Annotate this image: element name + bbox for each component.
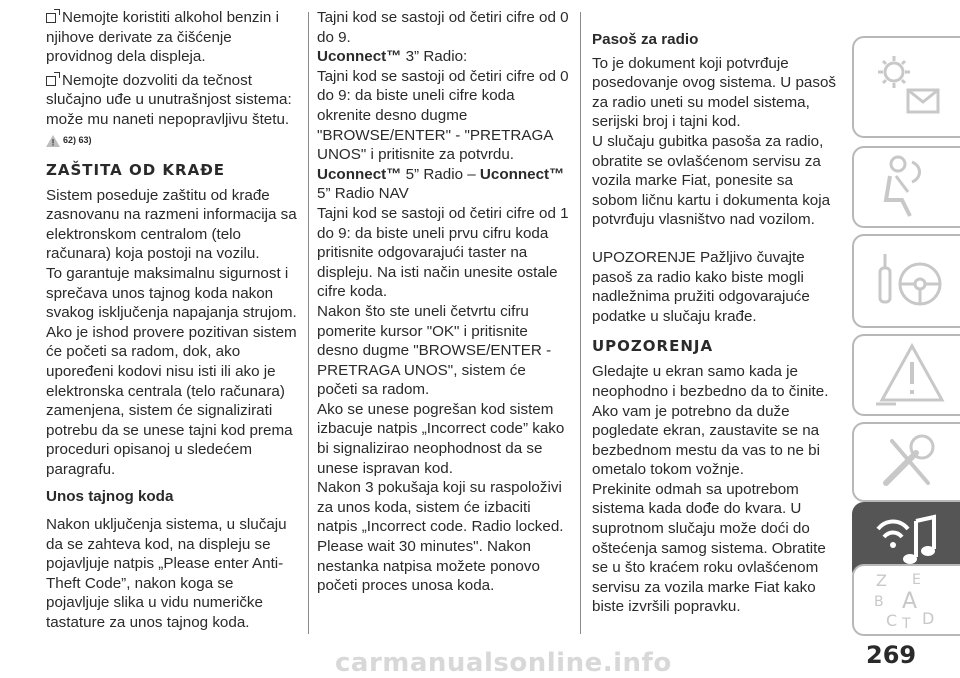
svg-text:C: C <box>886 611 898 630</box>
subheading: Unos tajnog koda <box>46 488 174 506</box>
tab-index[interactable] <box>852 564 960 636</box>
column-3 <box>592 30 842 617</box>
tab-starting[interactable] <box>852 234 960 328</box>
svg-text:T: T <box>902 616 911 632</box>
paragraph: To garantuje maksimalnu sigurnost i sprečava unos tajnog koda nakon svakog isključenja napajanja strujom. Ako je ishod provere pozitivan sistem će početi sa radom, dok, ako upoređeni kodovi nisu isti ili ako je elektronska centrala (telo računara) zamenjena, sistem će signalizirati potrebu da se unese tajni kod prema proceduri opisanoj u sledećem paragrafu. <box>46 264 297 478</box>
bullet-square-icon <box>46 76 56 86</box>
paragraph: UPOZORENJE Pažljivo čuvajte pasoš za radio kako biste mogli nadležnima pružiti odgovarajuće podatke u slučaju krađe. <box>592 248 810 325</box>
page-number: 269 <box>866 641 917 669</box>
warning-reference: 62) 63) <box>46 132 298 150</box>
paragraph: Nakon što ste uneli četvrtu cifru pomerite kursor "OK" i pritisnite desno dugme "BROWSE/ENTER - PRETRAGA UNOS", sistem će početi sa radom. <box>317 302 552 399</box>
model-line: 5” Radio NAV <box>317 185 409 203</box>
column-1 <box>46 8 298 633</box>
paragraph: Tajni kod se sastoji od četiri cifre od 0 do 9: da biste uneli cifre koda okrenite desno dugme "BROWSE/ENTER" - "PRETRAGA UNOS" i pritisnite za potvrdu. <box>317 67 569 164</box>
bullet-item: Nemojte koristiti alkohol benzin i njihove derivate za čišćenje providnog dela displeja. <box>46 9 279 66</box>
paragraph: To je dokument koji potvrđuje posedovanje ovog sistema. U pasoš za radio uneti su model sistema, serijski broj i tajni kod. <box>592 54 836 131</box>
tab-emergency[interactable] <box>852 334 960 416</box>
chapter-tabs <box>852 36 960 636</box>
dashboard-lights-icon <box>872 50 946 124</box>
paragraph: Gledajte u ekran samo kada je neophodno i bezbedno da to činite. Ako vam je potrebno da duže pogledate ekran, zaustavite se na bezbednom mestu da vas to ne bi ometalo tokom vožnje. <box>592 363 829 479</box>
section-title: UPOZORENJA <box>592 337 714 356</box>
column-divider <box>580 12 581 634</box>
column-divider <box>308 12 309 634</box>
paragraph: Nakon 3 pokušaja koji su raspoloživi za unos koda, sistem će izbaciti natpis „Incorrect code. Radio locked. Please wait 30 minutes". Nakon nestanka natpisa možete ponovo početi proces unosa koda. <box>317 479 564 595</box>
paragraph: Nakon uključenja sistema, u slučaju da se zahteva kod, na displeju se pojavljuje natpis „Please enter Anti-Theft Code”, nakon koga se pojavljuje slika u vidu numeričke tastature za unos tajnog koda. <box>46 516 287 632</box>
paragraph: U slučaju gubitka pasoša za radio, obratite se ovlašćenom servisu za vozila marke Fiat, ponesite sa sobom ličnu kartu i dokumenta koja potvrđuju vlasništvo nad vozilom. <box>592 132 831 229</box>
tab-dashboard[interactable] <box>852 36 960 138</box>
tab-safety[interactable] <box>852 146 960 228</box>
model-line: Uconnect™ 3” Radio: <box>317 48 468 66</box>
bullet-item: Nemojte dozvoliti da tečnost slučajno uđe u unutrašnjost sistema: može mu naneti nepopravljivu štetu. <box>46 71 292 128</box>
bullet-square-icon <box>46 13 56 23</box>
subheading: Pasoš za radio <box>592 31 699 48</box>
svg-text:B: B <box>874 594 884 610</box>
watermark: carmanualsonline.info <box>335 648 672 678</box>
model-line: Uconnect™ 5” Radio – Uconnect™ <box>317 165 565 183</box>
paragraph: Ako se unese pogrešan kod sistem izbacuje natpis „Incorrect code” kako bi signalizirao neophodnost da se unese ispravan kod. <box>317 400 565 477</box>
warning-road-icon <box>872 340 946 410</box>
paragraph: Sistem poseduje zaštitu od krađe zasnovanu na razmeni informacija sa elektronskom centralom (telo računara) koja postoji na vozilu. <box>46 186 297 263</box>
tab-maintenance[interactable] <box>852 422 960 502</box>
svg-text:D: D <box>922 609 935 628</box>
column-2 <box>317 8 570 596</box>
tools-icon <box>872 427 946 497</box>
paragraph: Tajni kod se sastoji od četiri cifre od 1 do 9: da biste uneli prvu cifru koda pritisnite odgovarajući taster na displeju. Na isti način unesite ostale cifre koda. <box>317 204 569 301</box>
key-steering-icon <box>872 246 946 316</box>
section-title: ZAŠTITA OD KRAĐE <box>46 160 226 179</box>
warning-triangle-icon <box>46 135 60 147</box>
seat-airbag-icon <box>872 152 946 222</box>
svg-text:Z: Z <box>876 571 887 590</box>
index-letters-icon <box>872 568 946 632</box>
svg-text:E: E <box>912 572 921 588</box>
paragraph: Prekinite odmah sa upotrebom sistema kada dođe do kvara. U suprotnom slučaju može doći do oštećenja samog sistema. Obratite se u što kraćem roku ovlašćenom servisu za vozila marke Fiat kako biste izvršili popravku. <box>592 480 826 616</box>
svg-text:A: A <box>902 589 918 614</box>
paragraph: Tajni kod se sastoji od četiri cifre od 0 do 9. <box>317 9 569 46</box>
